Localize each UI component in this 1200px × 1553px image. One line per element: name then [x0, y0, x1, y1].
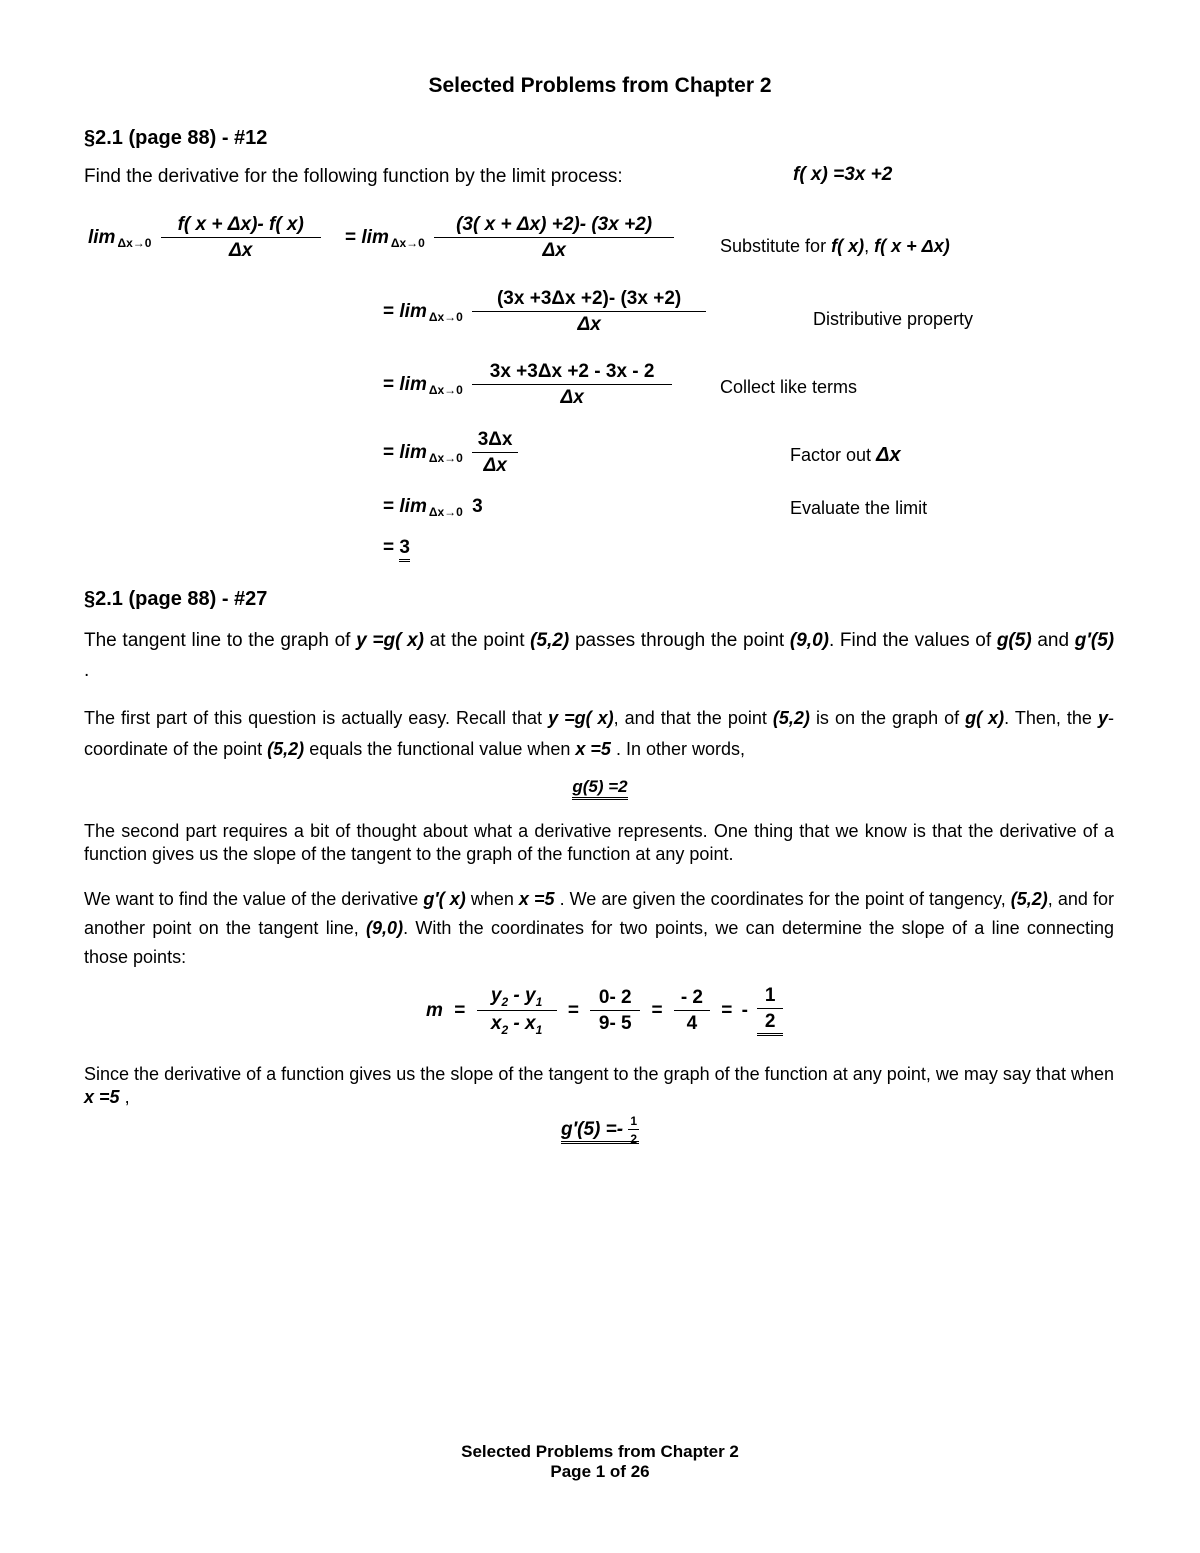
- equals-sign: =: [383, 537, 395, 558]
- step3-note-math: Δx: [876, 444, 901, 466]
- q-text: . Find the: [828, 630, 909, 651]
- slope-fraction-1: [477, 985, 557, 1037]
- slope-fraction-3: [674, 987, 710, 1035]
- step1-numerator: (3x +3Δx +2)- (3x +2): [472, 288, 706, 312]
- step1-note: Distributive property: [813, 309, 974, 329]
- step2-fraction: [472, 361, 672, 409]
- lim-subscript: Δx→0: [428, 310, 463, 325]
- step0-note-sep: ,: [864, 236, 870, 256]
- problem1-prompt: Find the derivative for the following function by the limit process:: [84, 166, 623, 187]
- problem2-part1: [84, 703, 1114, 765]
- final-answer-3: 3: [399, 537, 410, 562]
- step3-expr: [383, 429, 518, 477]
- q-math: g(5): [996, 630, 1032, 651]
- slope-equation: [426, 985, 783, 1037]
- lim-label: lim: [399, 442, 427, 464]
- p1-text: . Then, the: [1004, 708, 1092, 728]
- p3-text: , and for another point on the tangent line,: [84, 889, 1114, 938]
- p1-text: -coordinate of the point: [84, 708, 1114, 759]
- slope-m: m: [426, 999, 443, 1021]
- step0-note-math1: f( x): [831, 236, 865, 256]
- p4-text: Since the derivative of a function gives us the slope of the tangent to the graph of the function at any point, we may say that when: [84, 1064, 1114, 1084]
- step3-note: [790, 444, 901, 467]
- p1-text: . In other words,: [615, 739, 746, 759]
- p1-text: is on the graph of: [815, 708, 960, 728]
- step0-rhs-fraction: [434, 214, 674, 262]
- result-gprime5-denominator: 2: [630, 1132, 638, 1146]
- p3-text: . With the coordinates for two points, we can determine the slope of a line connecting those points:: [84, 918, 1114, 967]
- slope-f2-denominator: 9- 5: [598, 1012, 632, 1034]
- p1-math: (5,2): [772, 708, 810, 728]
- step2-denominator: Δx: [560, 387, 584, 408]
- step0-rhs-numerator: (3( x + Δx) +2)- (3x +2): [434, 214, 674, 238]
- q-text: .: [84, 660, 90, 681]
- equals-sign: =: [454, 999, 466, 1021]
- slope-f2-numerator: 0- 2: [590, 987, 640, 1011]
- step0-note-text: Substitute for: [720, 236, 827, 256]
- lim-label: lim: [399, 374, 427, 396]
- slope-f1-numerator: $y_2 - y_1$: [477, 985, 557, 1011]
- p3-text: when: [470, 889, 514, 909]
- q-text: The tangent line to the graph of: [84, 630, 351, 651]
- step0-lhs: [88, 214, 321, 262]
- q-math: y =g( x): [356, 630, 424, 651]
- step2-note: Collect like terms: [720, 377, 858, 397]
- result-gprime5-fraction: [628, 1114, 639, 1146]
- equals-sign: =: [567, 999, 579, 1021]
- equals-sign: =: [345, 227, 357, 249]
- problem2-part4: [84, 1063, 1114, 1109]
- q-math: (5,2): [530, 630, 570, 651]
- equals-sign: =: [651, 999, 663, 1021]
- problem2-part2: The second part requires a bit of thought about what a derivative represents. One thing that we know is that the derivative of a function gives us the slope of the tangent to the graph of the function at any point.: [84, 821, 1114, 864]
- step4-value: 3: [472, 496, 483, 517]
- q-math: g′(5): [1074, 630, 1115, 651]
- p3-math: (9,0): [366, 918, 404, 938]
- footer-page-number: Page 1 of 26: [550, 1462, 650, 1481]
- p3-math: (5,2): [1010, 889, 1048, 909]
- lim-label: lim: [399, 496, 427, 517]
- q-text: and: [1037, 630, 1070, 651]
- step1-fraction: [472, 288, 706, 336]
- q-math: (9,0): [789, 630, 829, 651]
- step2-expr: [383, 361, 672, 409]
- lim-subscript: Δx→0: [390, 236, 425, 251]
- result-gprime5-lhs: g′(5) =-: [560, 1119, 624, 1140]
- step1-denominator: Δx: [577, 314, 601, 335]
- problem2-part3: [84, 885, 1114, 972]
- step0-note-math2: f( x + Δx): [874, 236, 950, 256]
- step2-numerator: 3x +3Δx +2 - 3x - 2: [472, 361, 672, 385]
- problem2-question: [84, 626, 1114, 686]
- p1-math: x =5: [575, 739, 611, 759]
- p1-math: y =g( x): [548, 708, 614, 728]
- p1-math: g( x): [965, 708, 1005, 728]
- slope-f1-denominator: $x_2 - x_1$: [490, 1012, 543, 1037]
- lim-subscript: Δx→0: [117, 236, 152, 251]
- step0-fraction: [161, 214, 321, 262]
- step3-fraction: [472, 429, 518, 477]
- step0-rhs-denominator: Δx: [542, 240, 566, 261]
- p1-math: y: [1097, 708, 1108, 728]
- slope-f3-numerator: - 2: [674, 987, 710, 1011]
- step0-numerator: f( x + Δx)- f( x): [161, 214, 321, 238]
- lim-label: lim: [361, 227, 389, 249]
- result-g5: [0, 777, 1200, 797]
- footer-title: Selected Problems from Chapter 2: [461, 1442, 739, 1461]
- problem2-heading: §2.1 (page 88) - #27: [84, 588, 268, 610]
- step3-note-text: Factor out: [790, 445, 872, 465]
- lim-label: lim: [88, 227, 116, 249]
- step5-expr: [383, 537, 410, 559]
- page-title: Selected Problems from Chapter 2: [428, 74, 772, 97]
- result-g5-text: g(5) =2: [572, 777, 627, 800]
- negative-sign: -: [741, 999, 748, 1021]
- problem1-function: f( x) =3x +2: [793, 164, 893, 185]
- p4-text: ,: [124, 1087, 130, 1107]
- result-gprime5: [0, 1114, 1200, 1146]
- step1-expr: [383, 288, 706, 336]
- equals-sign: =: [383, 301, 395, 323]
- equals-sign: =: [383, 496, 395, 517]
- slope-f4-denominator: 2: [757, 1009, 783, 1036]
- q-text: passes through the point: [574, 630, 785, 651]
- problem1-heading: §2.1 (page 88) - #12: [84, 127, 268, 149]
- lim-label: lim: [399, 301, 427, 323]
- p1-text: equals the functional value when: [309, 739, 571, 759]
- slope-fraction-2: [590, 987, 640, 1035]
- q-text: at the point: [429, 630, 525, 651]
- slope-f4-numerator: 1: [757, 985, 783, 1009]
- p3-text: . We are given the coordinates for the point of tangency,: [559, 889, 1006, 909]
- equals-sign: =: [721, 999, 733, 1021]
- slope-fraction-4: [757, 985, 783, 1036]
- p3-math: g′( x): [423, 889, 466, 909]
- result-gprime5-wrap: [560, 1114, 639, 1146]
- step4-expr: [383, 496, 483, 519]
- p1-text: , and that the point: [613, 708, 767, 728]
- p3-math: x =5: [518, 889, 555, 909]
- q-text: values of: [914, 630, 992, 651]
- equals-sign: =: [383, 374, 395, 396]
- p1-math: (5,2): [267, 739, 305, 759]
- p4-math: x =5: [84, 1087, 120, 1107]
- step3-denominator: Δx: [483, 455, 507, 476]
- step3-numerator: 3Δx: [472, 429, 518, 453]
- step0-denominator: Δx: [229, 240, 253, 261]
- result-gprime5-numerator: 1: [630, 1114, 638, 1128]
- p3-text: We want to find the value of the derivative: [84, 889, 419, 909]
- lim-subscript: Δx→0: [428, 383, 463, 398]
- lim-subscript: Δx→0: [428, 451, 463, 466]
- equals-sign: =: [383, 442, 395, 464]
- step0-note: [720, 236, 950, 257]
- p1-text: The first part of this question is actually easy. Recall that: [84, 708, 543, 728]
- lim-subscript: Δx→0: [428, 505, 463, 519]
- slope-f3-denominator: 4: [686, 1012, 698, 1034]
- step4-note: Evaluate the limit: [790, 498, 928, 518]
- step0-rhs: [345, 214, 674, 262]
